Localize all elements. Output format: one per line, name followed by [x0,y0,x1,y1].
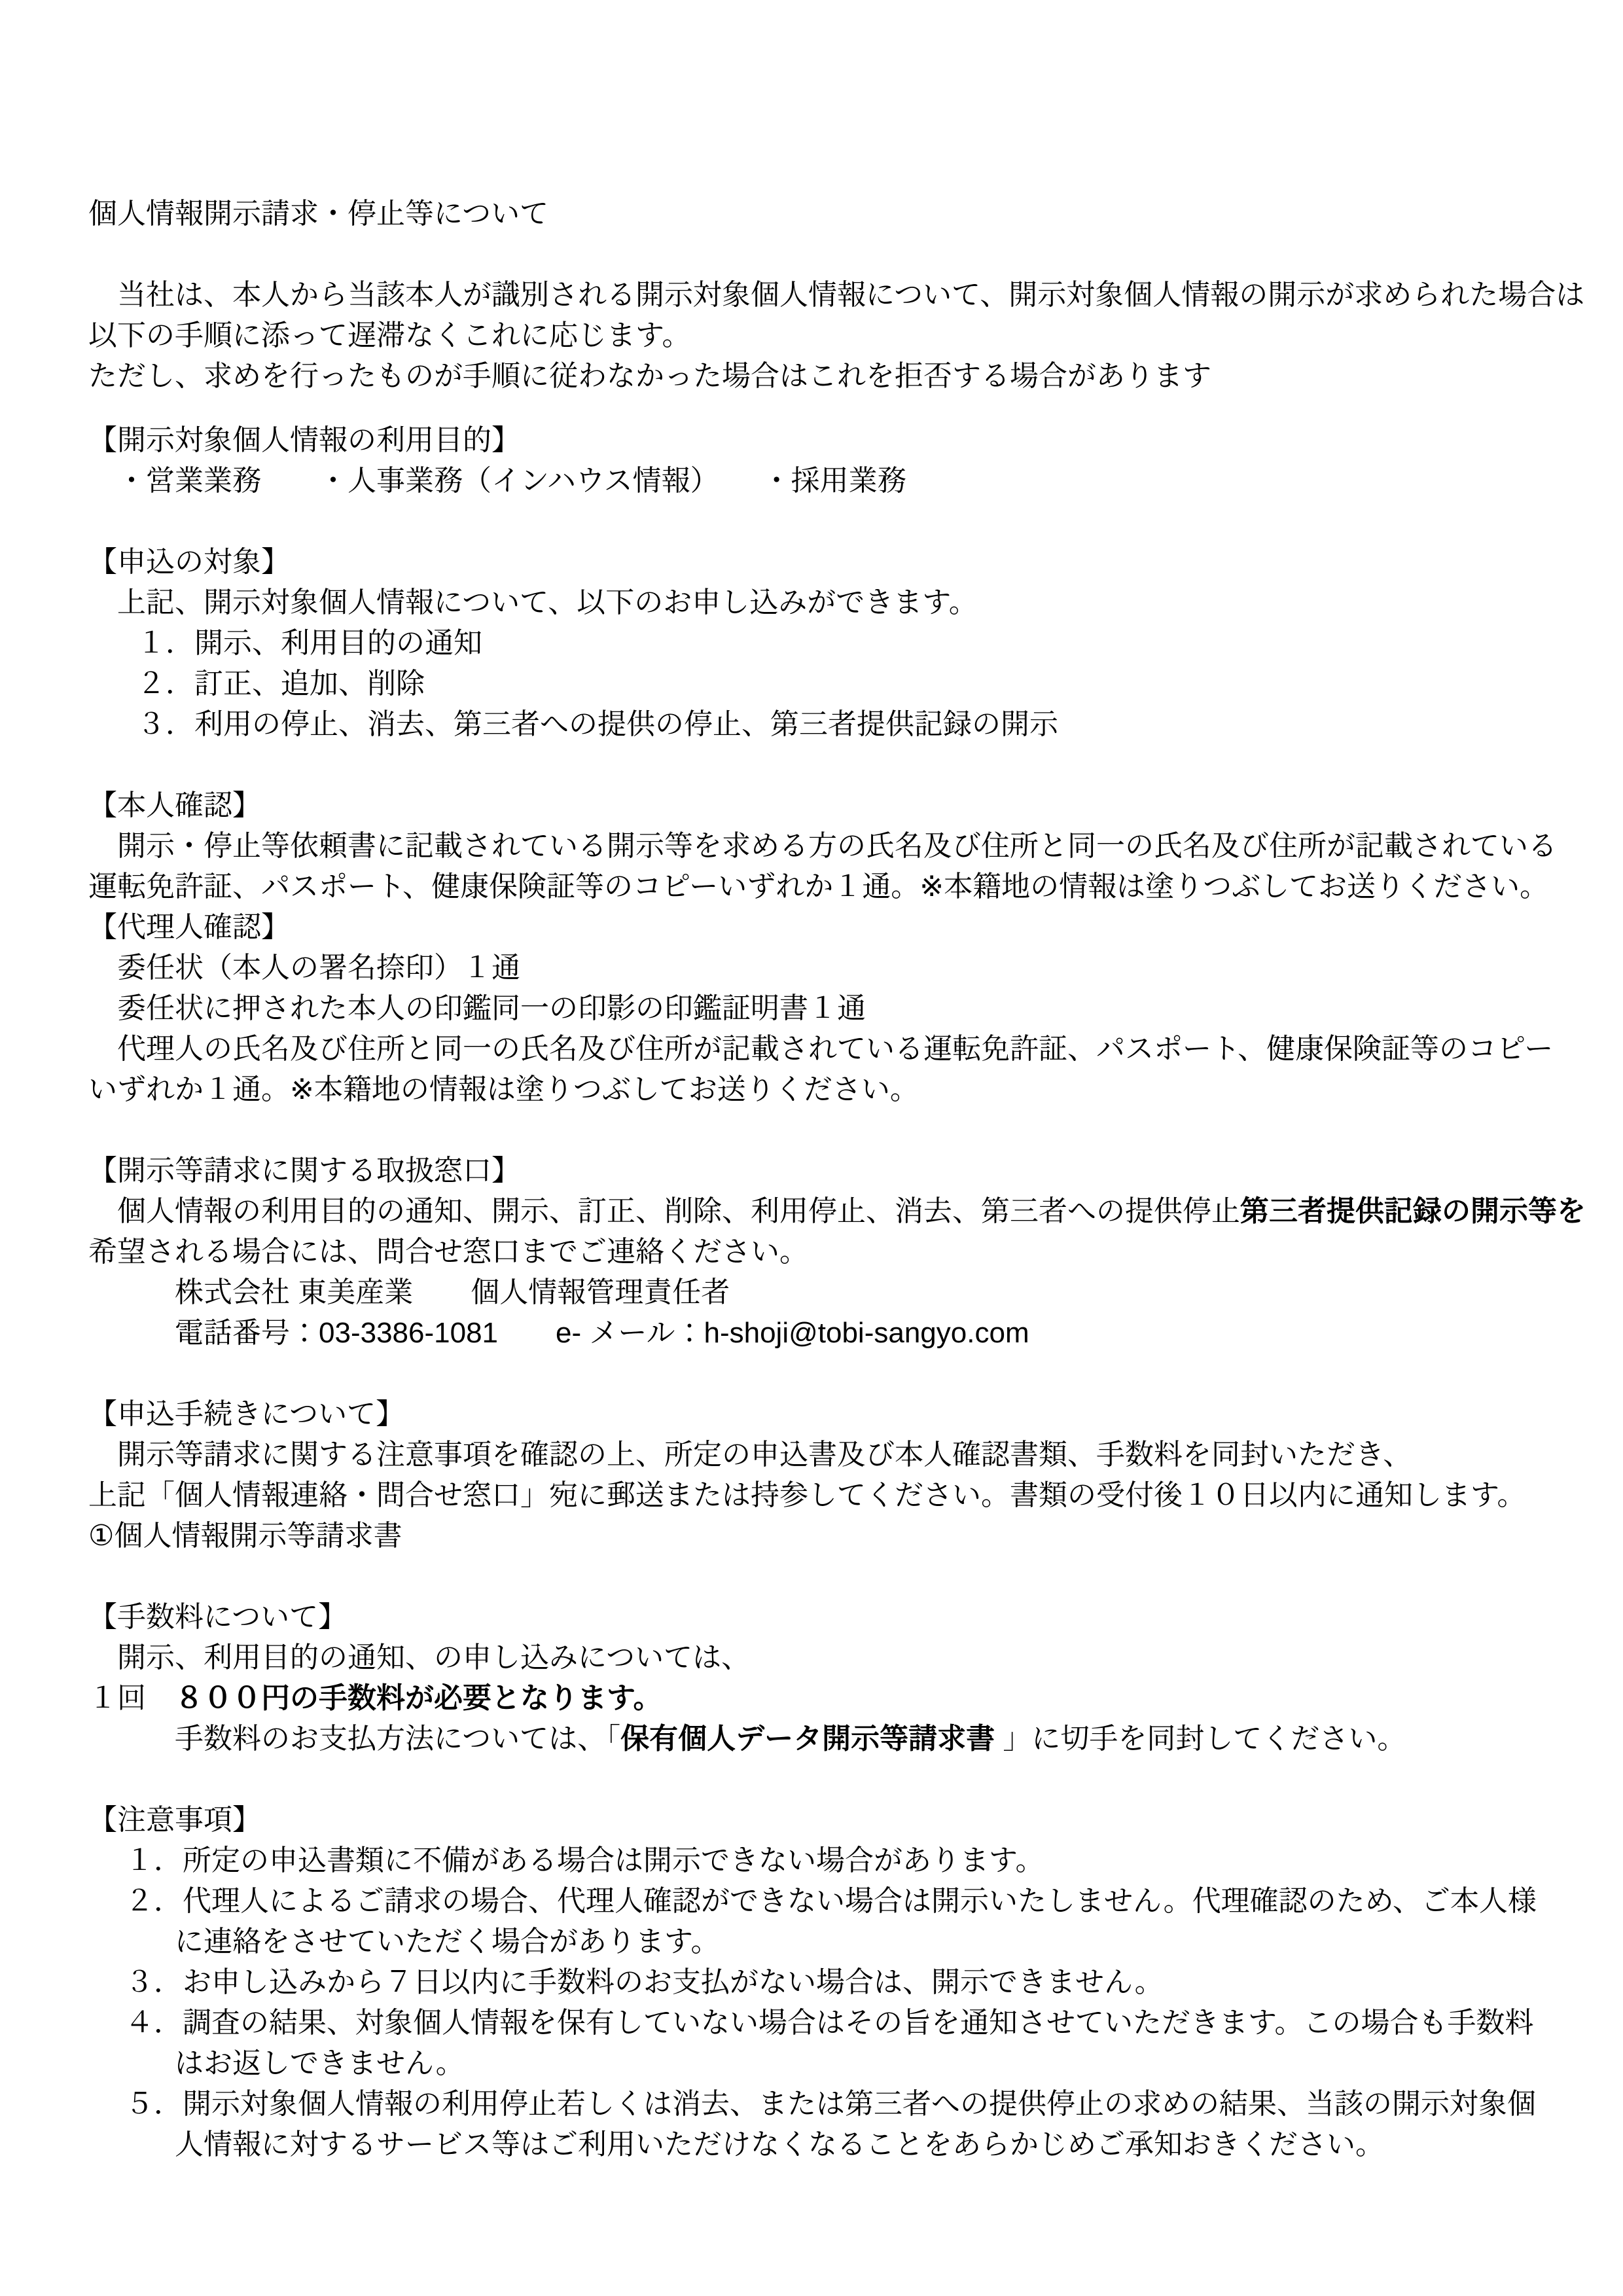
body-text: 」に切手を同封してください。 [995,1723,1406,1755]
section-heading: 【開示等請求に関する取扱窓口】 [88,1155,520,1187]
apply-section [88,542,1558,745]
body-line: 代理人の氏名及び住所と同一の氏名及び住所が記載されている運転免許証、パスポート、健康保険証等のコピー [117,1033,1554,1065]
note-item-continuation: はお返しできません。 [175,2047,465,2079]
list-item: ２．訂正、追加、削除 [137,668,425,700]
contact-window-section [88,1151,1586,1354]
phone-number: 03-3386-1081 [319,1317,499,1349]
document-title: 個人情報開示請求・停止等について [88,198,549,230]
section-heading: 【本人確認】 [88,789,261,821]
proxy-check-section [88,907,1558,1110]
email-address: h-shoji@tobi-sangyo.com [704,1317,1029,1349]
note-item-continuation: 人情報に対するサービス等はご利用いただけなくなることをあらかじめご承知おきください。 [175,2128,1384,2161]
note-item: ３．お申し込みから７日以内に手数料のお支払がない場合は、開示できません。 [125,1966,1164,1998]
body-line: 開示、利用目的の通知、の申し込みについては、 [117,1641,751,1674]
contact-company-line: 株式会社 東美産業 個人情報管理責任者 [175,1276,730,1308]
body-line: 運転免許証、パスポート、健康保険証等のコピーいずれか１通。※本籍地の情報は塗りつぶしてお送りください。 [88,870,1549,903]
body-line: 委任状に押された本人の印鑑同一の印影の印鑑証明書１通 [117,992,866,1024]
body-text: 個人情報の利用目的の通知、開示、訂正、削除、利用停止、消去、第三者への提供停止 [117,1195,1240,1227]
document-content [88,194,1586,2165]
note-item: ２．代理人によるご請求の場合、代理人確認ができない場合は開示いたしません。代理確認のため、ご本人様 [125,1885,1537,1917]
intro-line: ただし、求めを行ったものが手順に従わなかった場合はこれを拒否する場合があります [88,360,1211,392]
note-item: ４．調査の結果、対象個人情報を保有していない場合はその旨を通知させていただきます。この場合も手数料 [125,2007,1534,2039]
email-label: e- メール： [498,1317,704,1349]
body-line: いずれか１通。※本籍地の情報は塗りつぶしてお送りください。 [88,1073,919,1105]
section-heading: 【注意事項】 [88,1804,261,1836]
purpose-section [88,420,1558,501]
fee-payment-line [88,1719,1558,1759]
procedure-section [88,1394,1558,1556]
body-text: １回 [88,1682,175,1714]
bold-text: 第三者提供記録の開示等を [1240,1195,1586,1227]
section-heading: 【代理人確認】 [88,911,290,943]
notes-section [88,1800,1558,2165]
intro-section [88,275,1585,397]
phone-label: 電話番号： [175,1317,319,1349]
note-item-continuation: に連絡をさせていただく場合があります。 [175,1926,720,1958]
identity-check-section [88,785,1558,907]
section-heading: 【申込手続きについて】 [88,1398,405,1430]
fee-amount-bold-text: ８００円の手数料が必要となります。 [175,1682,662,1714]
note-item: １．所定の申込書類に不備がある場合は開示できない場合があります。 [125,1844,1044,1876]
apply-intro-line: 上記、開示対象個人情報について、以下のお申し込みができます。 [117,586,978,619]
body-line: 開示・停止等依頼書に記載されている開示等を求める方の氏名及び住所と同一の氏名及び住所が記載されている [117,830,1557,862]
body-line: 開示等請求に関する注意事項を確認の上、所定の申込書及び本人確認書類、手数料を同封いただき、 [117,1439,1412,1471]
intro-line: 以下の手順に添って遅滞なくこれに応じます。 [88,319,691,351]
intro-line: 当社は、本人から当該本人が識別される開示対象個人情報について、開示対象個人情報の開示が求められた場合は [117,279,1585,311]
body-text: 手数料のお支払方法については、「 [175,1723,621,1755]
section-heading: 【手数料について】 [88,1601,348,1633]
body-line: 希望される場合には、問合せ窓口までご連絡ください。 [88,1236,808,1268]
section-heading: 【申込の対象】 [88,546,290,578]
body-line [88,1191,1586,1232]
purpose-items-line: ・営業業務 ・人事業務（インハウス情報） ・採用業務 [117,465,906,497]
list-item: １．開示、利用目的の通知 [137,627,482,659]
body-line: 委任状（本人の署名捺印）１通 [117,952,520,984]
section-heading: 【開示対象個人情報の利用目的】 [88,424,520,456]
fee-section [88,1597,1558,1759]
contact-phone-email-line [88,1313,1558,1354]
body-line: ①個人情報開示等請求書 [88,1520,402,1552]
body-line: 上記「個人情報連絡・問合せ窓口」宛に郵送または持参してください。書類の受付後１０日以内に通知します。 [88,1479,1526,1511]
note-item: ５．開示対象個人情報の利用停止若しくは消去、または第三者への提供停止の求めの結果、当該の開示対象個 [125,2088,1536,2120]
fee-amount-line [88,1678,1558,1719]
form-name-bold-text: 保有個人データ開示等請求書 [620,1723,995,1755]
list-item: ３．利用の停止、消去、第三者への提供の停止、第三者提供記録の開示 [137,708,1058,740]
